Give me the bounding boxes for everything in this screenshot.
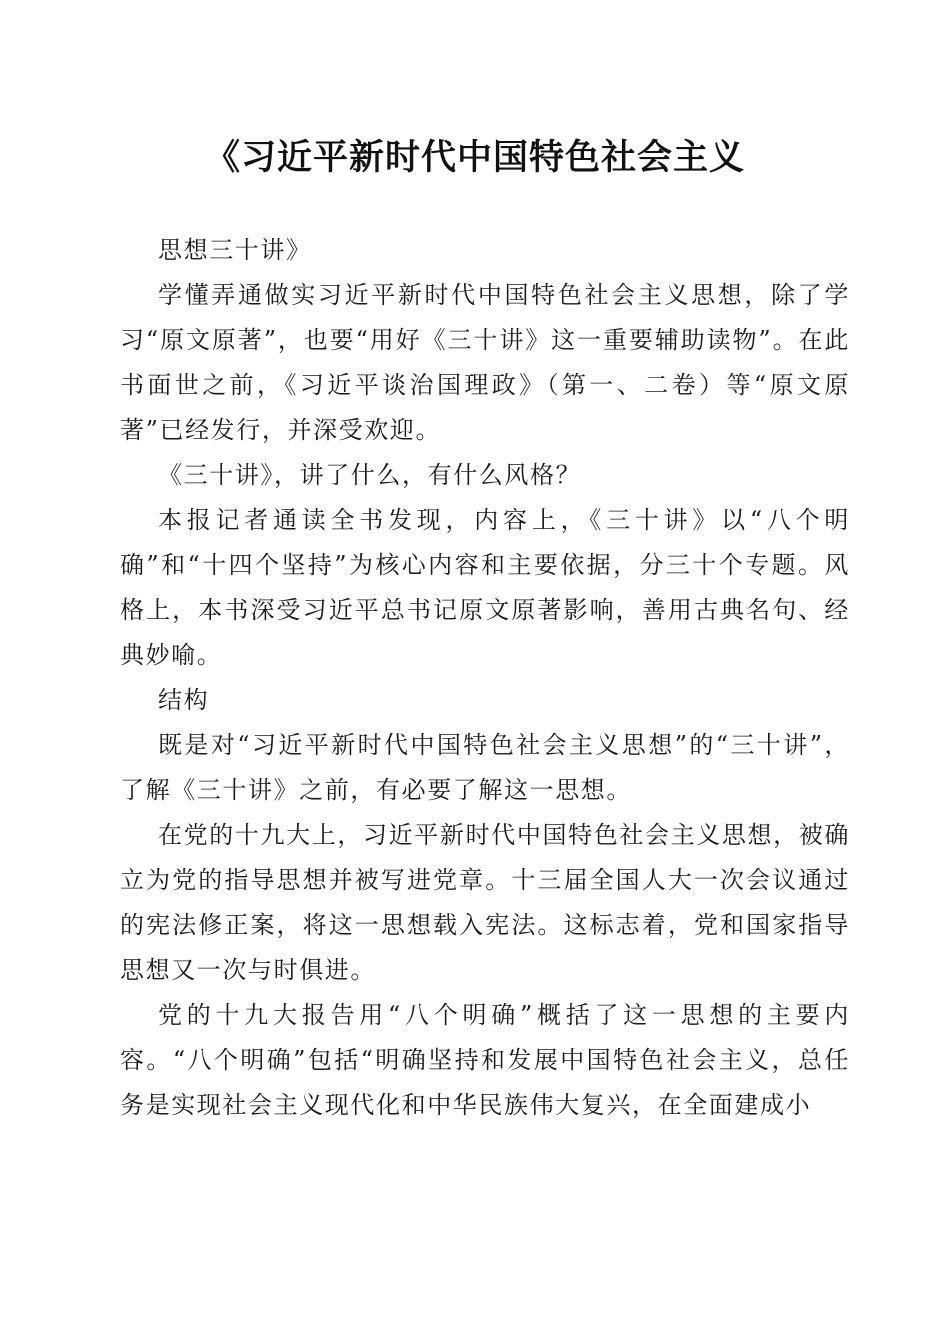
paragraph-overview: 本报记者通读全书发现，内容上，《三十讲》以“八个明确”和“十四个坚持”为核心内容和主要依据，分三十个专题。风格上，本书深受习近平总书记原文原著影响，善用古典名句、经典妙喻。 [120, 506, 850, 669]
paragraph-structure-intro: 既是对“习近平新时代中国特色社会主义思想”的“三十讲”，了解《三十讲》之前，有必要了解这一思想。 [120, 731, 850, 804]
section-heading-structure: 结构 [158, 686, 210, 714]
document-title: 《习近平新时代中国特色社会主义 [204, 138, 745, 178]
document-body [120, 228, 850, 1128]
paragraph-congress: 在党的十九大上，习近平新时代中国特色社会主义思想，被确立为党的指导思想并被写进党章。十三届全国人大一次会议通过的宪法修正案，将这一思想载入宪法。这标志着，党和国家指导思想又一次与时俱进。 [120, 821, 850, 984]
paragraph-intro: 学懂弄通做实习近平新时代中国特色社会主义思想，除了学习“原文原著”，也要“用好《三十讲》这一重要辅助读物”。在此书面世之前，《习近平谈治国理政》（第一、二卷）等“原文原著”已经发行，并深受欢迎。 [120, 281, 850, 444]
paragraph-subtitle-continuation: 思想三十讲》 [158, 236, 312, 264]
paragraph-question: 《三十讲》，讲了什么，有什么风格？ [158, 461, 582, 489]
paragraph-eight-clarifications: 党的十九大报告用“八个明确”概括了这一思想的主要内容。“八个明确”包括“明确坚持和发展中国特色社会主义，总任务是实现社会主义现代化和中华民族伟大复兴，在全面建成小 [120, 1001, 850, 1119]
